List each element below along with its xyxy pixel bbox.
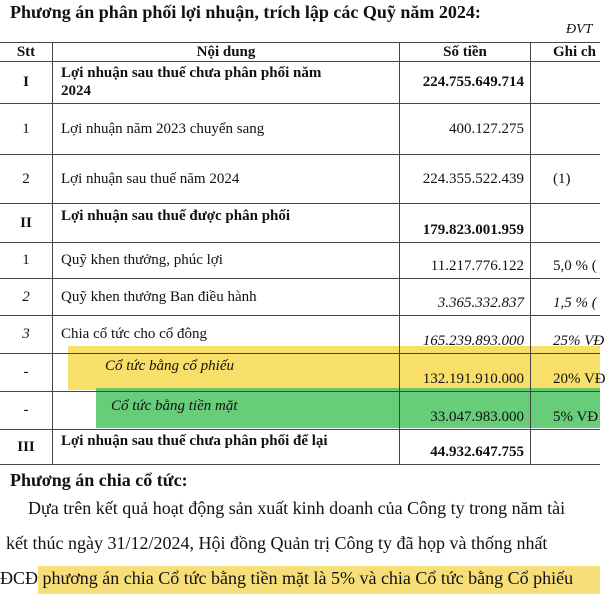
paragraph-line-text: Dựa trên kết quả hoạt động sản xuất kinh doanh của Công ty trong năm tài xyxy=(28,498,566,518)
row-note: 5% VĐ xyxy=(553,409,599,425)
paragraph-line xyxy=(10,498,565,519)
row-amount: 165.239.893.000 xyxy=(422,333,524,349)
table-row xyxy=(0,104,600,155)
row-note: 5,0 % ( xyxy=(553,258,597,274)
header-stt: Stt xyxy=(16,43,36,60)
row-content: Chia cổ tức cho cổ đông xyxy=(61,326,208,342)
table-row xyxy=(0,392,600,430)
row-content: Cổ tức bằng cổ phiếu xyxy=(105,358,234,374)
column-divider xyxy=(52,42,53,465)
paragraph-line: kết thúc ngày 31/12/2024, Hội đồng Quản trị Công ty đã họp và thống nhất xyxy=(6,533,548,553)
row-stt: I xyxy=(23,73,29,90)
row-content: Cổ tức bằng tiền mặt xyxy=(111,398,238,414)
row-amount: 3.365.332.837 xyxy=(437,295,524,311)
table-row xyxy=(0,316,605,354)
row-amount: 224.355.522.439 xyxy=(422,170,524,187)
row-amount: 179.823.001.959 xyxy=(422,222,524,238)
row-stt: 2 xyxy=(22,288,30,305)
column-divider xyxy=(530,42,531,465)
row-stt: 2 xyxy=(22,170,30,187)
row-amount: 400.127.275 xyxy=(449,120,524,137)
row-stt: III xyxy=(17,438,35,455)
table-row xyxy=(0,354,606,392)
paragraph-line: ĐCĐ phương án chia Cổ tức bằng tiền mặt là 5% và chia Cổ tức bằng Cổ phiếu xyxy=(0,568,574,588)
table-row xyxy=(0,155,600,204)
table-row xyxy=(0,279,600,316)
unit-label: ĐVT xyxy=(566,22,593,37)
row-content: Quỹ khen thưởng Ban điều hành xyxy=(61,288,257,305)
table-row xyxy=(0,243,600,279)
row-content: Lợi nhuận sau thuế chưa phân phối để lại xyxy=(61,433,328,449)
header-amount: Số tiền xyxy=(443,43,487,60)
table-row xyxy=(0,204,600,243)
column-divider xyxy=(399,42,400,465)
row-amount: 44.932.647.755 xyxy=(430,444,524,460)
header-note: Ghi ch xyxy=(553,43,596,60)
table-row xyxy=(0,61,600,104)
row-note: 25% VĐ xyxy=(553,333,605,349)
row-note: (1) xyxy=(553,170,571,187)
row-content: Lợi nhuận sau thuế năm 2024 xyxy=(61,170,240,187)
row-content xyxy=(53,61,399,103)
row-note: 20% VĐ xyxy=(553,371,606,387)
row-stt: 1 xyxy=(22,120,30,137)
header-content: Nội dung xyxy=(196,43,256,60)
row-stt: - xyxy=(23,402,29,418)
row-content: Lợi nhuận năm 2023 chuyển sang xyxy=(61,120,265,137)
table-row xyxy=(0,430,600,465)
row-stt: - xyxy=(23,364,29,380)
row-content: Quỹ khen thưởng, phúc lợi xyxy=(61,252,223,268)
row-content-line2: 2024 xyxy=(61,83,91,99)
row-amount: 224.755.649.714 xyxy=(422,73,524,90)
row-note: 1,5 % ( xyxy=(553,295,597,311)
row-amount: 132.191.910.000 xyxy=(422,371,524,387)
row-stt: II xyxy=(20,214,32,231)
table-header-row xyxy=(0,42,600,62)
row-stt: 3 xyxy=(22,326,30,342)
row-content: Lợi nhuận sau thuế được phân phối xyxy=(61,208,291,224)
row-amount: 11.217.776.122 xyxy=(430,258,524,274)
section-title: Phương án chia cổ tức: xyxy=(10,470,188,490)
row-amount: 33.047.983.000 xyxy=(430,409,524,425)
row-content-line1: Lợi nhuận sau thuế chưa phân phối năm xyxy=(61,65,322,81)
page-heading: Phương án phân phối lợi nhuận, trích lập các Quỹ năm 2024: xyxy=(10,2,481,22)
row-stt: 1 xyxy=(22,252,30,268)
